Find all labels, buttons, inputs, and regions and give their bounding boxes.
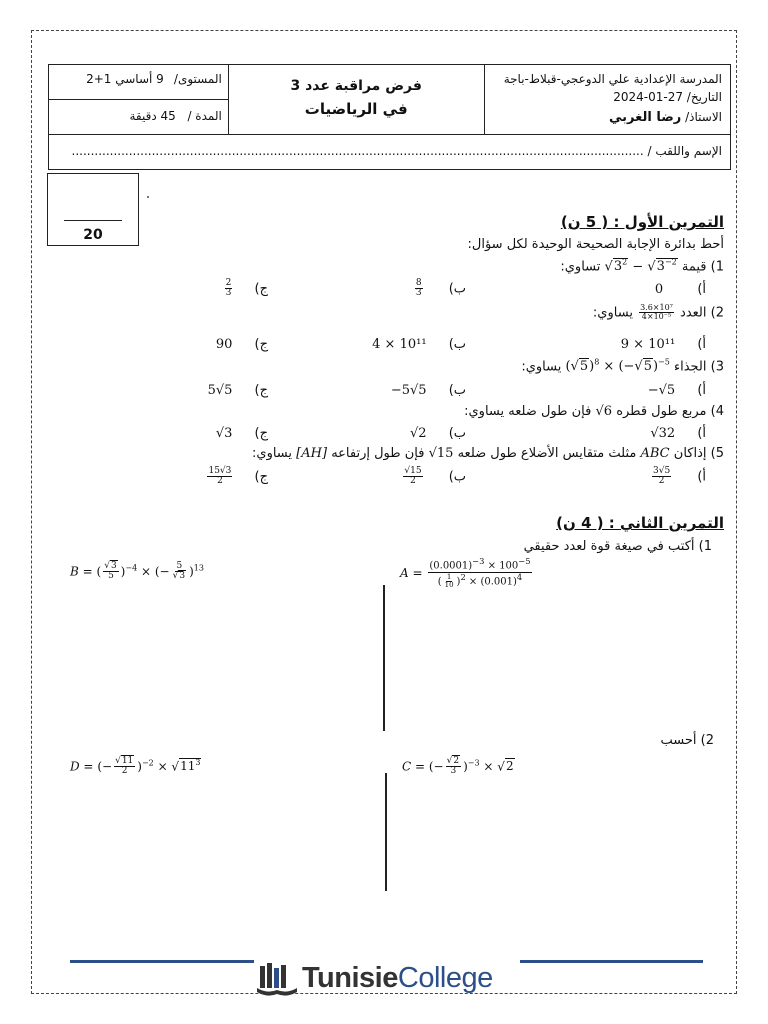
q1-expression: $√3^2 - √3^{-2}$ [604,258,677,275]
q4-option-a[interactable] [650,426,706,441]
title-cell [228,65,484,135]
option-letter: ج) [254,383,268,398]
q5-triangle: ABC [640,446,670,461]
q2-option-a[interactable] [621,337,706,352]
option-fraction: $\frac{2}{3}$ [225,278,232,299]
option-value: 0 [654,282,664,297]
question-5 [252,446,724,461]
option-value: 4 × 10¹¹ [372,337,427,352]
score-box [47,173,139,246]
option-letter: أ) [697,469,706,485]
brand-logo-text [302,962,493,995]
C-label: C = [402,759,426,774]
option-value: 9 × 10¹¹ [620,337,676,352]
q3-number: 3) [710,359,724,375]
subject-title: في الرياضيات [304,99,408,118]
option-value: √3 [215,426,233,441]
dot-mark [147,196,149,198]
q2-option-b[interactable] [372,337,466,352]
brand-name-bold: Tunisie [302,962,398,994]
ex2-q1-number: 1) [698,539,712,554]
expression-B: B = ( $\frac{√3}{5}$ )$^{-4}$ × (− $\frac{5}{√3}$ )$^{13}$ [70,561,204,582]
ex2-q1-text: أكتب في صيغة قوة لعدد حقيقي [523,539,695,554]
q4-number: 4) [710,404,724,419]
level-label: المستوى/ [173,72,222,86]
question-2 [593,304,724,322]
q3-option-b[interactable] [391,383,466,398]
footer-line-left [70,960,254,963]
option-letter: ج) [254,426,268,441]
q5-side: √15 [428,446,454,461]
exercise1-instruction: أحط بدائرة الإجابة الصحيحة الوحيدة لكل سؤال: [467,237,724,252]
option-value: 90 [215,337,233,352]
teacher-label: الاستاذ/ [685,109,722,124]
option-letter: ب) [448,337,466,352]
question-3 [521,358,724,374]
q1-suffix: تساوي: [560,259,601,275]
exercise2-title: التمرين الثاني : ( 4 ن) [556,514,724,532]
teacher-line [609,110,722,125]
ex2-q2-text: أحسب [660,733,697,748]
q3-expression: $(√5)^8 \times (-√5)^{-5}$ [565,358,670,375]
option-value: √2 [409,426,427,441]
exercise2-q1 [524,539,712,554]
date-label: التاريخ/ 27-01-2024 [613,89,722,104]
exercise2-q2 [660,733,714,748]
D-label: D = [70,759,94,774]
q3-option-c[interactable] [208,383,268,398]
ex2-q2-number: 2) [700,733,714,748]
duration-label: المدة / [187,109,222,123]
q5-prompt: إذاكان [673,446,707,461]
option-value: −5√5 [390,383,427,398]
q3-suffix: يساوي: [521,359,562,375]
q5-option-b[interactable] [401,467,466,487]
option-fraction: $\frac{15√3}{2}$ [208,466,232,487]
q2-prompt: العدد [680,305,707,321]
q3-prompt: الجذاء [673,359,707,375]
q1-option-c[interactable] [223,279,268,299]
level-value: 9 أساسي 1+2 [86,72,164,86]
q4-suffix: فإن طول ضلعه يساوي: [464,404,592,419]
brand-name-light: College [397,962,493,994]
A-denominator: ( $\frac{1}{10}$ )$^2 \times (0.001)^4$ [437,571,523,590]
q5-option-c[interactable] [205,467,268,487]
q1-option-a[interactable] [655,282,706,297]
header-table [48,64,731,170]
name-field[interactable]: الإسم واللقب / ...................................................................................................................................................... [71,144,722,158]
q1-prompt: قيمة [681,259,707,275]
exercise1-title: التمرين الأول : ( 5 ن) [560,213,724,231]
book-logo-icon [256,960,298,998]
q2-number: 2) [710,305,724,321]
option-fraction: $\frac{8}{3}$ [415,278,422,299]
q5-number: 5) [710,446,724,461]
option-letter: ج) [254,281,268,297]
option-letter: ب) [448,469,466,485]
q4-option-b[interactable] [410,426,466,441]
option-value: 5√5 [207,383,233,398]
score-line [64,220,122,221]
q5-prompt-b: مثلث متقايس الأضلاع طول ضلعه [457,446,637,461]
q4-option-c[interactable] [216,426,268,441]
A-label: A = [400,565,423,580]
footer-line-right [520,960,703,963]
name-cell [49,135,731,170]
option-fraction: $\frac{3√5}{2}$ [652,466,671,487]
A-fraction [428,557,531,590]
divider-line-2 [385,773,387,891]
test-title: فرض مراقبة عدد 3 [290,77,422,94]
level-cell [49,65,229,100]
q1-number: 1) [710,259,724,275]
school-name: المدرسة الإعدادية علي الدوعجي-قبلاط-باجة [503,71,722,86]
expression-D: D = (− $\frac{√11}{2}$ )$^{-2} \times √11^3$ [70,756,201,777]
expression-C: C = (− $\frac{√2}{3}$ )$^{-3}$ × √2 [402,756,514,777]
question-1 [560,258,724,274]
option-letter: ب) [448,383,466,398]
q4-prompt: مربع طول قطره [616,404,707,419]
q2-suffix: يساوي: [592,305,633,321]
option-value: √32 [650,426,676,441]
option-letter: ب) [448,426,466,441]
q5-option-a[interactable] [650,467,706,487]
teacher-name: رضا الغربي [609,109,682,125]
B-label: B = [70,564,93,579]
divider-line-1 [383,585,385,731]
option-letter: ج) [254,469,268,485]
option-letter: ب) [448,281,466,297]
q5-suffix: يساوي: [252,446,293,461]
q2-expression: $\frac{\text{3.6×10⁷}}{\text{4×10⁻⁵}}$ [640,303,673,322]
score-total: 20 [83,227,103,243]
q1-option-b[interactable] [413,279,466,299]
q4-expression: √6 [595,404,613,419]
option-value: −√5 [647,383,676,398]
q5-prompt-c: فإن طول إرتفاعه [331,446,425,461]
option-letter: أ) [697,426,706,441]
school-cell [484,65,730,135]
option-letter: أ) [697,383,706,398]
duration-cell [49,100,229,135]
duration-value: 45 دقيقة [129,109,176,123]
question-4 [464,404,724,419]
q3-option-a[interactable] [648,383,706,398]
q2-option-c[interactable] [216,337,268,352]
q5-height: [AH] [296,446,328,461]
A-numerator: $(0.0001)^{-3} \times 100^{-5}$ [429,556,531,572]
option-letter: أ) [697,282,706,297]
option-letter: أ) [697,337,706,352]
option-fraction: $\frac{√15}{2}$ [404,466,422,487]
expression-A [400,557,534,590]
option-letter: ج) [254,337,268,352]
